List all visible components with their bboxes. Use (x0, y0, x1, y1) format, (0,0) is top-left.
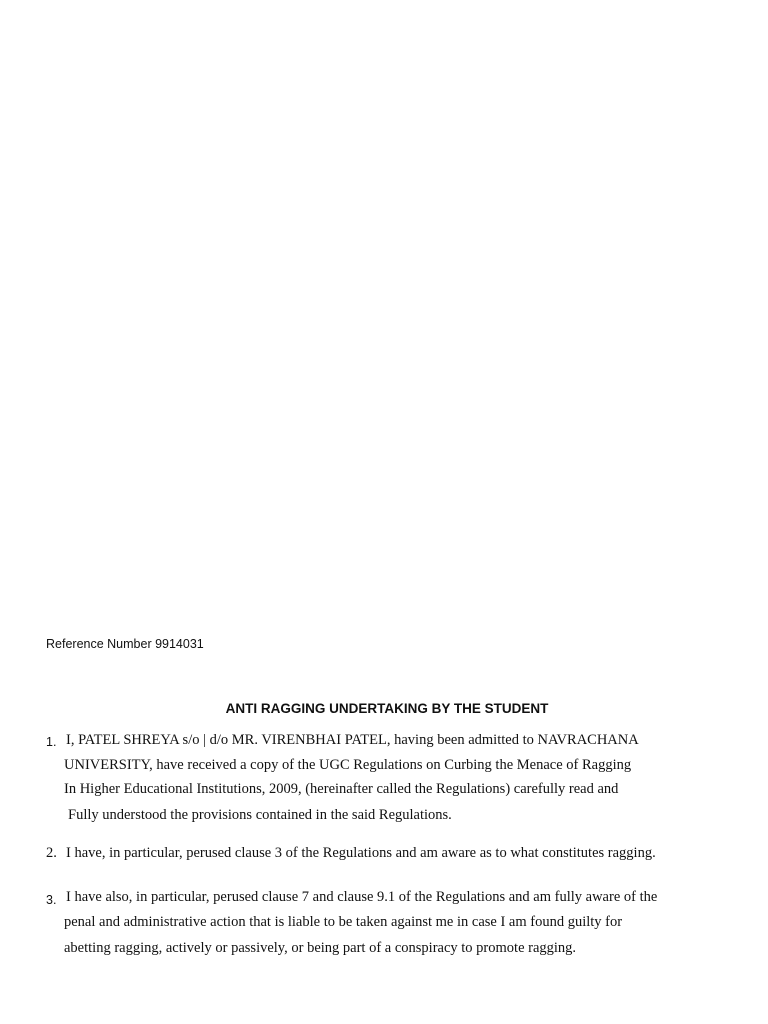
clause-1-line-3: In Higher Educational Institutions, 2009, (hereinafter called the Regulations) carefully read and (64, 781, 619, 797)
clause-3-number: 3. (46, 893, 57, 907)
document-title: ANTI RAGGING UNDERTAKING BY THE STUDENT (225, 701, 549, 716)
clause-2-line-1: I have, in particular, perused clause 3 of the Regulations and am aware as to what constitutes ragging. (66, 845, 656, 861)
clause-1-line-1: I, PATEL SHREYA s/o | d/o MR. VIRENBHAI PATEL, having been admitted to NAVRACHANA (66, 732, 639, 748)
clause-3-line-3: abetting ragging, actively or passively, or being part of a conspiracy to promote ragging. (64, 940, 577, 956)
clause-2-number: 2. (46, 845, 57, 861)
clause-1-number: 1. (46, 735, 57, 749)
clause-1-line-2: UNIVERSITY, have received a copy of the UGC Regulations on Curbing the Menace of Ragging (64, 757, 632, 773)
clause-3-line-2: penal and administrative action that is liable to be taken against me in case I am found guilty for (64, 914, 623, 930)
reference-number: Reference Number 9914031 (46, 637, 204, 651)
clause-1-line-4: Fully understood the provisions contained in the said Regulations. (68, 807, 452, 823)
clause-3-line-1: I have also, in particular, perused clause 7 and clause 9.1 of the Regulations and am fully aware of the (66, 889, 658, 905)
